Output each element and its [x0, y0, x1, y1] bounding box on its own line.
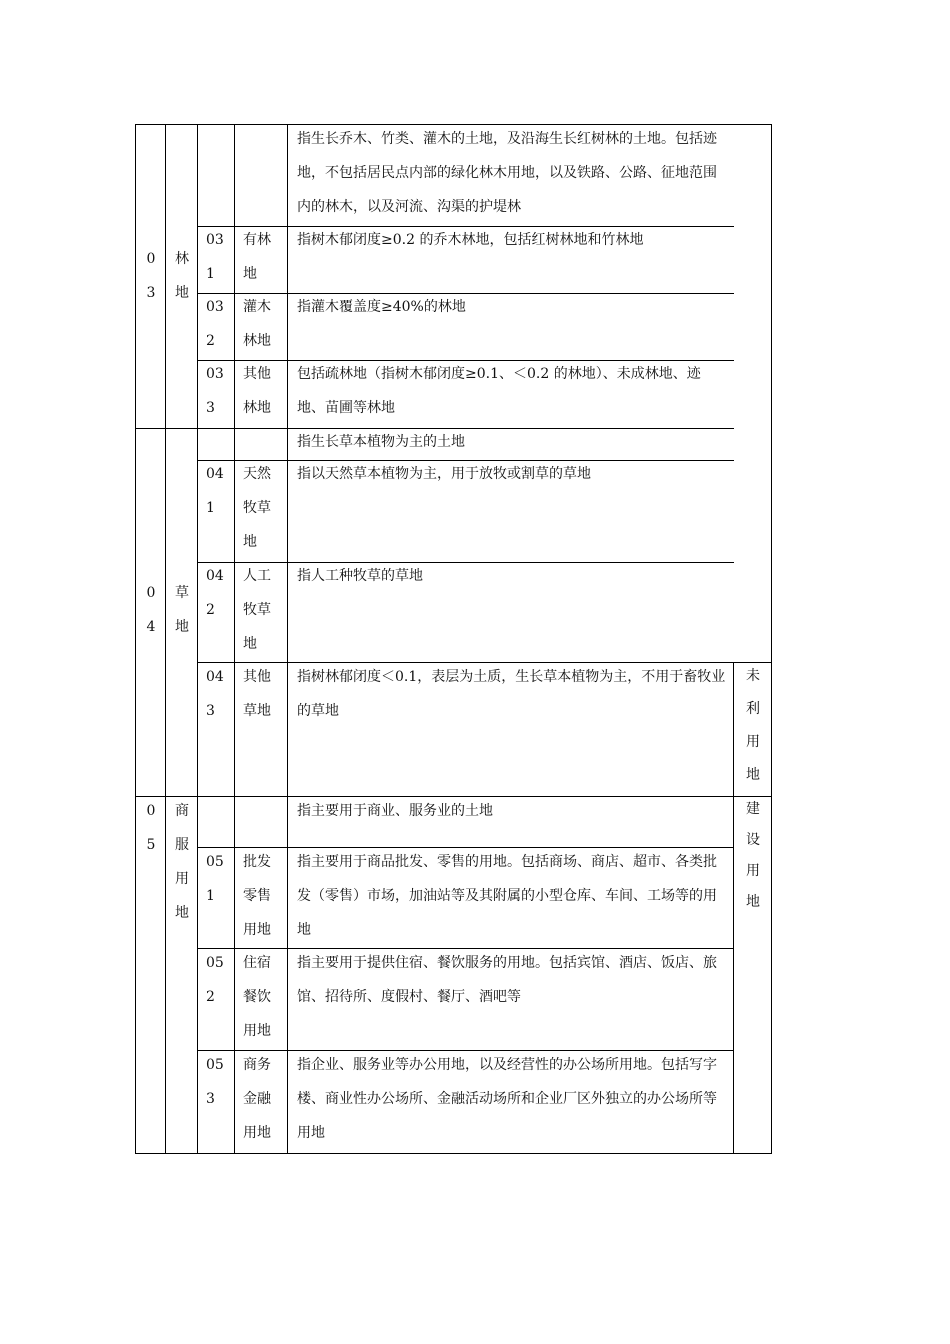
row-code: 03 1	[206, 232, 224, 282]
row-code: 04 1	[206, 466, 224, 516]
row-code: 03 2	[206, 299, 224, 349]
row-description: 指以天然草本植物为主，用于放牧或割草的草地	[297, 466, 591, 482]
row-name: 灌木 林地	[243, 299, 271, 349]
section-code: 0 5	[146, 803, 156, 853]
row-name: 批发 零售 用地	[243, 854, 271, 938]
table-border-right	[771, 124, 772, 1154]
row-description: 指灌木覆盖度≥40%的林地	[297, 299, 466, 315]
row-name: 有林 地	[243, 232, 271, 282]
section-name: 商 服 用 地	[175, 803, 189, 921]
row-description: 指树林郁闭度＜0.1，表层为土质，生长草本植物为主，不用于畜牧业的草地	[297, 669, 726, 719]
row-name: 住宿 餐饮 用地	[243, 955, 271, 1039]
section-description: 指生长草本植物为主的土地	[297, 434, 465, 450]
section-code: 0 3	[146, 251, 156, 301]
section-description: 指生长乔木、竹类、灌木的土地，及沿海生长红树林的土地。包括迹地，不包括居民点内部的绿化林木用地，以及铁路、公路、征地范围内的林木，以及河流、沟渠的护堤林	[297, 131, 717, 215]
row-code: 04 2	[206, 568, 224, 618]
row-description: 指主要用于提供住宿、餐饮服务的用地。包括宾馆、酒店、饭店、旅馆、招待所、度假村、餐厅、酒吧等	[297, 955, 717, 1005]
category-unused: 未 利 用 地	[746, 668, 760, 783]
row-code: 05 2	[206, 955, 224, 1005]
row-name: 人工 牧草 地	[243, 568, 271, 652]
row-description: 包括疏林地（指树木郁闭度≥0.1、＜0.2 的林地）、未成林地、迹地、苗圃等林地	[297, 366, 701, 416]
row-description: 指企业、服务业等办公用地，以及经营性的办公场所用地。包括写字楼、商业性办公场所、金融活动场所和企业厂区外独立的办公场所等用地	[297, 1057, 717, 1141]
table-border-bottom	[135, 1153, 772, 1154]
row-description: 指人工种牧草的草地	[297, 568, 423, 584]
row-name: 其他 草地	[243, 669, 271, 719]
category-construction: 建 设 用 地	[746, 801, 760, 910]
row-name: 其他 林地	[243, 366, 271, 416]
row-code: 04 3	[206, 669, 224, 719]
row-code: 05 3	[206, 1057, 224, 1107]
section-name: 林 地	[175, 251, 189, 301]
row-code: 05 1	[206, 854, 224, 904]
row-description: 指主要用于商品批发、零售的用地。包括商场、商店、超市、各类批发（零售）市场，加油站等及其附属的小型仓库、车间、工场等的用地	[297, 854, 717, 938]
row-name: 天然 牧草 地	[243, 466, 271, 550]
row-description: 指树木郁闭度≥0.2 的乔木林地，包括红树林地和竹林地	[297, 232, 644, 248]
section-name: 草 地	[175, 585, 189, 635]
section-description: 指主要用于商业、服务业的土地	[297, 803, 493, 819]
section-code: 0 4	[146, 585, 156, 635]
row-code: 03 3	[206, 366, 224, 416]
row-name: 商务 金融 用地	[243, 1057, 271, 1141]
